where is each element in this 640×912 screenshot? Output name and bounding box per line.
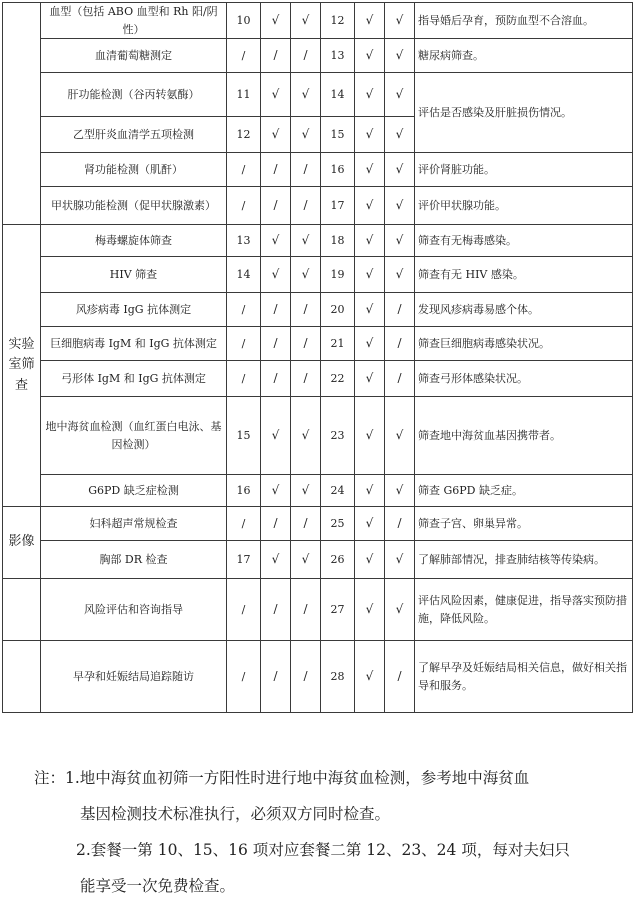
- package2-number: 24: [321, 475, 355, 507]
- package1-number: 12: [227, 117, 261, 153]
- package1-mark-b: √: [291, 541, 321, 579]
- package1-mark-b: √: [291, 117, 321, 153]
- package2-mark-a: √: [355, 153, 385, 187]
- package1-mark-b: /: [291, 187, 321, 225]
- package2-mark-a: √: [355, 579, 385, 641]
- table-row: [3, 475, 633, 507]
- package2-mark-a: √: [355, 641, 385, 713]
- table-row: [3, 327, 633, 361]
- package1-mark-b: /: [291, 641, 321, 713]
- package2-number: 18: [321, 225, 355, 257]
- category-cell: [3, 579, 41, 641]
- package1-number: /: [227, 641, 261, 713]
- package2-mark-a: √: [355, 117, 385, 153]
- package1-mark-b: √: [291, 397, 321, 475]
- package1-mark-a: /: [261, 293, 291, 327]
- purpose-text: 评价肾脏功能。: [415, 153, 633, 187]
- item-name: 巨细胞病毒 IgM 和 IgG 抗体测定: [41, 327, 227, 361]
- category-lab-screening: [3, 225, 41, 507]
- item-name: 肝功能检测（谷丙转氨酶）: [41, 73, 227, 117]
- table-row: [3, 641, 633, 713]
- package1-mark-b: /: [291, 327, 321, 361]
- package1-mark-a: /: [261, 327, 291, 361]
- package1-mark-b: /: [291, 153, 321, 187]
- package2-mark-b: √: [385, 397, 415, 475]
- package2-mark-a: √: [355, 257, 385, 293]
- category-lab-line: 查: [14, 377, 28, 393]
- package1-mark-b: /: [291, 39, 321, 73]
- item-name: 风险评估和咨询指导: [41, 579, 227, 641]
- item-name: 弓形体 IgM 和 IgG 抗体测定: [41, 361, 227, 397]
- package2-mark-a: √: [355, 327, 385, 361]
- item-name: HIV 筛查: [41, 257, 227, 293]
- package2-number: 27: [321, 579, 355, 641]
- table-row: [3, 153, 633, 187]
- package1-mark-a: √: [261, 541, 291, 579]
- package2-mark-a: √: [355, 3, 385, 39]
- package1-number: /: [227, 39, 261, 73]
- package2-number: 26: [321, 541, 355, 579]
- package2-mark-a: √: [355, 187, 385, 225]
- package2-mark-b: /: [385, 327, 415, 361]
- package2-mark-b: √: [385, 475, 415, 507]
- package2-mark-b: /: [385, 507, 415, 541]
- package1-mark-a: √: [261, 225, 291, 257]
- package1-mark-a: /: [261, 153, 291, 187]
- notes-section: [34, 760, 624, 904]
- table-row: [3, 187, 633, 225]
- package2-mark-b: √: [385, 187, 415, 225]
- table-row: [3, 579, 633, 641]
- package1-mark-b: √: [291, 73, 321, 117]
- purpose-text: 了解肺部情况，排查肺结核等传染病。: [415, 541, 633, 579]
- package1-number: 13: [227, 225, 261, 257]
- category-lab-line: 实验: [8, 337, 35, 353]
- package2-mark-a: √: [355, 475, 385, 507]
- purpose-text: 发现风疹病毒易感个体。: [415, 293, 633, 327]
- note-2-line-1: 2.套餐一第 10、15、16 项对应套餐二第 12、23、24 项，每对夫妇只: [76, 841, 570, 859]
- package2-number: 25: [321, 507, 355, 541]
- purpose-text: 评估风险因素，健康促进，指导落实预防措施，降低风险。: [415, 579, 633, 641]
- package1-mark-a: /: [261, 187, 291, 225]
- note-1-line-1: 注：1.地中海贫血初筛一方阳性时进行地中海贫血检测，参考地中海贫血: [34, 769, 530, 787]
- table-row: [3, 397, 633, 475]
- purpose-text: 了解早孕及妊娠结局相关信息，做好相关指导和服务。: [415, 641, 633, 713]
- item-name: 乙型肝炎血清学五项检测: [41, 117, 227, 153]
- package2-mark-b: /: [385, 293, 415, 327]
- package1-mark-b: √: [291, 257, 321, 293]
- item-name: 妇科超声常规检查: [41, 507, 227, 541]
- package2-number: 19: [321, 257, 355, 293]
- package2-number: 21: [321, 327, 355, 361]
- item-name: 梅毒螺旋体筛查: [41, 225, 227, 257]
- purpose-text: 筛查巨细胞病毒感染状况。: [415, 327, 633, 361]
- item-name: 血型（包括 ABO 血型和 Rh 阳/阴性）: [41, 3, 227, 39]
- table-row: [3, 361, 633, 397]
- purpose-text: 筛查 G6PD 缺乏症。: [415, 475, 633, 507]
- package2-mark-a: √: [355, 73, 385, 117]
- package1-number: 17: [227, 541, 261, 579]
- table-row: [3, 507, 633, 541]
- package2-number: 13: [321, 39, 355, 73]
- package1-mark-a: /: [261, 39, 291, 73]
- category-cell: [3, 641, 41, 713]
- item-name: 胸部 DR 检查: [41, 541, 227, 579]
- package2-mark-b: /: [385, 361, 415, 397]
- package2-mark-b: √: [385, 153, 415, 187]
- table-row: [3, 293, 633, 327]
- note-2-line-2: 能享受一次免费检查。: [80, 877, 236, 895]
- package1-number: /: [227, 327, 261, 361]
- package1-mark-a: √: [261, 475, 291, 507]
- package1-number: 11: [227, 73, 261, 117]
- package2-number: 20: [321, 293, 355, 327]
- table-row: [3, 225, 633, 257]
- package1-mark-a: /: [261, 361, 291, 397]
- package2-mark-a: √: [355, 293, 385, 327]
- purpose-text: 筛查有无 HIV 感染。: [415, 257, 633, 293]
- screening-table: [2, 2, 633, 713]
- package2-mark-b: √: [385, 117, 415, 153]
- purpose-text: 糖尿病筛查。: [415, 39, 633, 73]
- package2-mark-a: √: [355, 507, 385, 541]
- package2-mark-b: √: [385, 225, 415, 257]
- package1-mark-a: √: [261, 73, 291, 117]
- package1-mark-a: √: [261, 397, 291, 475]
- table-row: [3, 73, 633, 117]
- purpose-text: 筛查有无梅毒感染。: [415, 225, 633, 257]
- package2-number: 22: [321, 361, 355, 397]
- package1-mark-a: √: [261, 3, 291, 39]
- package2-number: 17: [321, 187, 355, 225]
- package2-number: 12: [321, 3, 355, 39]
- package2-mark-a: √: [355, 225, 385, 257]
- package1-number: 15: [227, 397, 261, 475]
- item-name: 地中海贫血检测（血红蛋白电泳、基因检测）: [41, 397, 227, 475]
- package2-mark-b: √: [385, 39, 415, 73]
- package1-mark-a: √: [261, 117, 291, 153]
- purpose-text: 指导婚后孕育，预防血型不合溶血。: [415, 3, 633, 39]
- package1-number: /: [227, 293, 261, 327]
- package1-mark-a: √: [261, 257, 291, 293]
- purpose-text: 筛查弓形体感染状况。: [415, 361, 633, 397]
- package1-number: /: [227, 187, 261, 225]
- package2-mark-a: √: [355, 397, 385, 475]
- package1-mark-a: /: [261, 507, 291, 541]
- category-imaging: 影像: [3, 507, 41, 579]
- package2-mark-b: √: [385, 3, 415, 39]
- package2-number: 14: [321, 73, 355, 117]
- purpose-text: 筛查地中海贫血基因携带者。: [415, 397, 633, 475]
- package2-number: 16: [321, 153, 355, 187]
- package2-mark-a: √: [355, 541, 385, 579]
- package2-number: 23: [321, 397, 355, 475]
- package1-mark-b: √: [291, 3, 321, 39]
- item-name: 肾功能检测（肌酐）: [41, 153, 227, 187]
- package2-mark-b: √: [385, 541, 415, 579]
- package2-mark-b: √: [385, 73, 415, 117]
- package1-mark-a: /: [261, 641, 291, 713]
- package1-number: /: [227, 579, 261, 641]
- package2-mark-b: √: [385, 257, 415, 293]
- package2-mark-a: √: [355, 361, 385, 397]
- item-name: 甲状腺功能检测（促甲状腺激素）: [41, 187, 227, 225]
- package1-mark-b: /: [291, 293, 321, 327]
- category-cell: [3, 3, 41, 225]
- item-name: G6PD 缺乏症检测: [41, 475, 227, 507]
- package2-mark-b: √: [385, 579, 415, 641]
- purpose-text: 评估是否感染及肝脏损伤情况。: [415, 73, 633, 153]
- package1-mark-b: /: [291, 361, 321, 397]
- item-name: 风疹病毒 IgG 抗体测定: [41, 293, 227, 327]
- package1-mark-b: /: [291, 579, 321, 641]
- item-name: 血清葡萄糖测定: [41, 39, 227, 73]
- package1-number: /: [227, 153, 261, 187]
- package2-number: 15: [321, 117, 355, 153]
- package1-mark-b: √: [291, 475, 321, 507]
- package2-mark-b: /: [385, 641, 415, 713]
- item-name: 早孕和妊娠结局追踪随访: [41, 641, 227, 713]
- table-row: [3, 39, 633, 73]
- table-row: [3, 541, 633, 579]
- table-row: [3, 3, 633, 39]
- table-row: [3, 257, 633, 293]
- package1-number: 10: [227, 3, 261, 39]
- category-lab-line: 室筛: [8, 357, 35, 373]
- purpose-text: 筛查子宫、卵巢异常。: [415, 507, 633, 541]
- note-1-line-2: 基因检测技术标准执行，必须双方同时检查。: [80, 805, 391, 823]
- purpose-text: 评价甲状腺功能。: [415, 187, 633, 225]
- package2-mark-a: √: [355, 39, 385, 73]
- package1-number: 16: [227, 475, 261, 507]
- package1-number: /: [227, 507, 261, 541]
- package1-number: /: [227, 361, 261, 397]
- package1-mark-a: /: [261, 579, 291, 641]
- package1-mark-b: /: [291, 507, 321, 541]
- package2-number: 28: [321, 641, 355, 713]
- package1-mark-b: √: [291, 225, 321, 257]
- package1-number: 14: [227, 257, 261, 293]
